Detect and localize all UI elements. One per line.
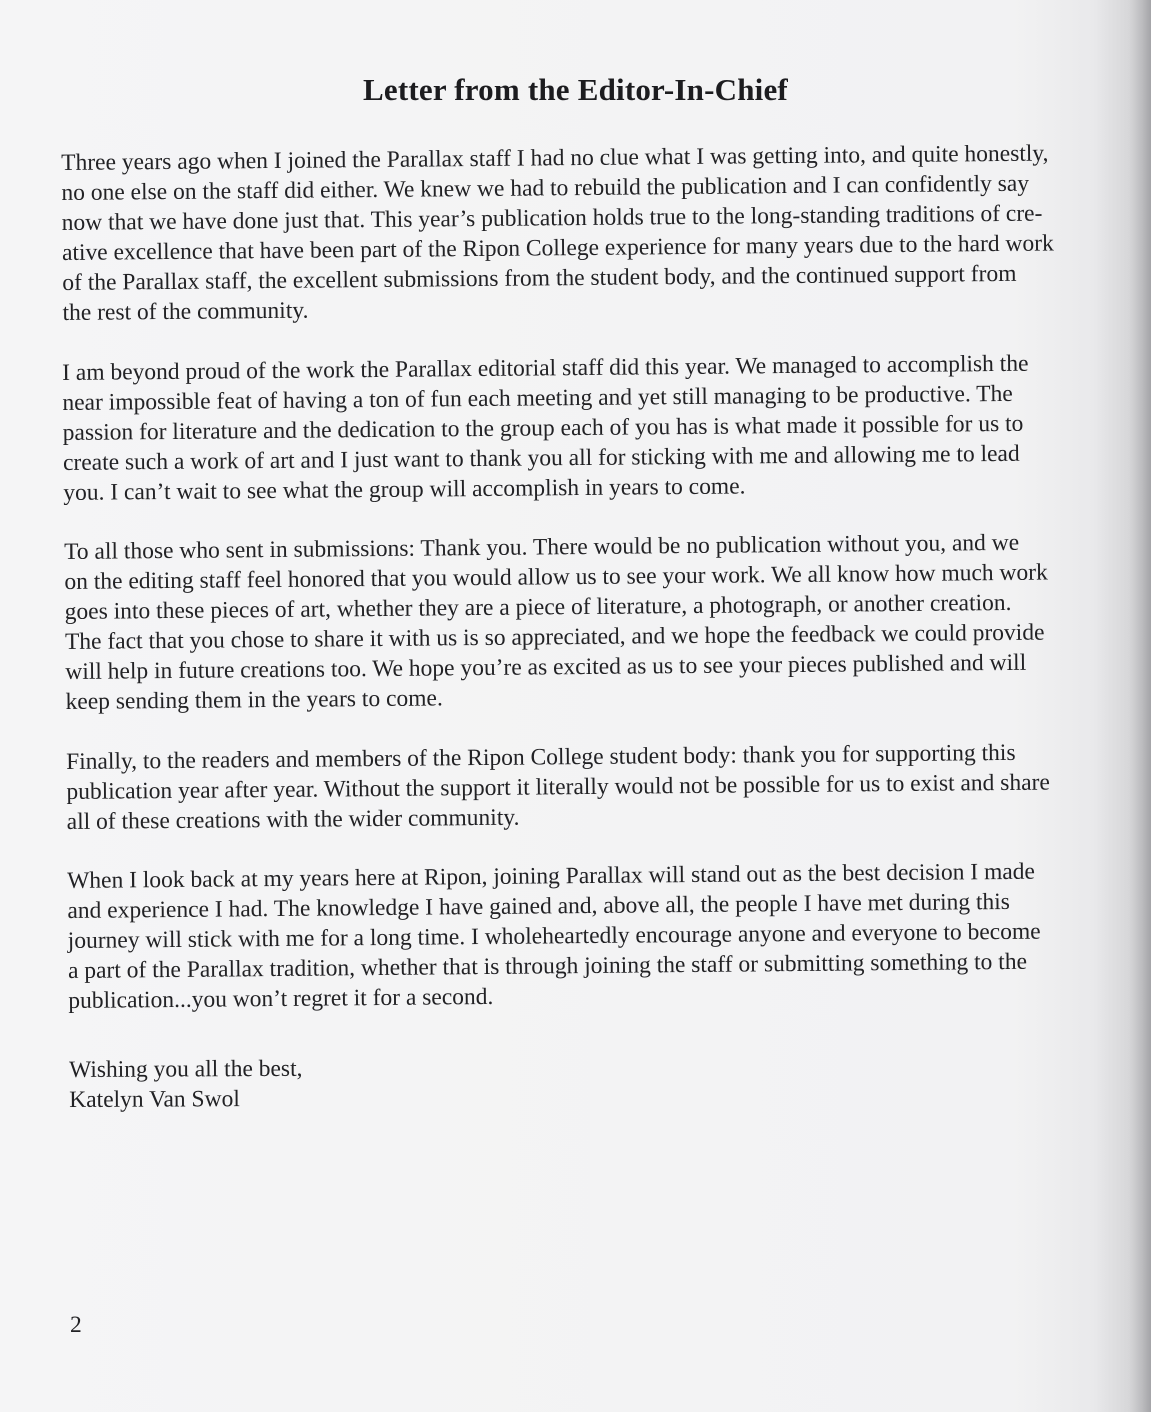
signature-name: Katelyn Van Swol xyxy=(69,1086,240,1113)
text-line: The fact that you chose to share it with us is so appreciated, and we hope the feedback we could provide xyxy=(64,619,1045,655)
text-line: I am beyond proud of the work the Parallax editorial staff did this year. We managed to accomplish the xyxy=(62,350,1029,386)
text-line: near impossible feat of having a ton of fun each meeting and yet still managing to be productive. The xyxy=(62,380,1013,416)
text-line: all of these creations with the wider community. xyxy=(66,804,520,835)
text-line: Three years ago when I joined the Parallax staff I had no clue what I was getting into, and quite honestly, xyxy=(61,140,1049,176)
text-line: no one else on the staff did either. We knew we had to rebuild the publication and I can confidently say xyxy=(61,170,1030,206)
paragraph-staff-thanks xyxy=(62,349,1030,508)
text-line: To all those who sent in submissions: Thank you. There would be no publication without you, and we xyxy=(64,529,1020,565)
text-line: passion for literature and the dedication to the group each of you has is what made it possible for us to xyxy=(62,410,1024,446)
text-line: When I look back at my years here at Ripon, joining Parallax will stand out as the best decision I made xyxy=(67,858,1036,894)
paragraph-readers-thanks xyxy=(66,738,1050,837)
text-line: now that we have done just that. This year’s publication holds true to the long-standing traditions of cre- xyxy=(61,200,1043,236)
page-number: 2 xyxy=(70,1312,82,1338)
letter-closing xyxy=(69,1054,303,1115)
paragraph-submitters-thanks xyxy=(64,528,1049,717)
text-line: create such a work of art and I just want to thank you all for sticking with me and allowing me to lead xyxy=(62,440,1020,476)
text-line: Finally, to the readers and members of the Ripon College student body: thank you for supporting this xyxy=(66,739,1016,775)
text-line: publication year after year. Without the support it literally would not be possible for us to exist and share xyxy=(66,769,1050,805)
text-line: on the editing staff feel honored that you would allow us to see your work. We all know how much work xyxy=(64,559,1048,595)
text-line: of the Parallax staff, the excellent submissions from the student body, and the continued support from xyxy=(62,260,1017,296)
text-line: publication...you won’t regret it for a second. xyxy=(68,983,494,1014)
text-line: a part of the Parallax tradition, whether that is through joining the staff or submitting something to the xyxy=(67,948,1028,984)
paragraph-reflection xyxy=(67,857,1041,1016)
text-line: and experience I had. The knowledge I have gained and, above all, the people I have met during this xyxy=(67,888,1010,924)
text-line: ative excellence that have been part of the Ripon College experience for many years due to the hard work xyxy=(61,230,1054,266)
text-line: will help in future creations too. We hope you’re as excited as us to see your pieces published and will xyxy=(65,649,1027,685)
letter-title: Letter from the Editor-In-Chief xyxy=(363,72,788,107)
text-line: you. I can’t wait to see what the group will accomplish in years to come. xyxy=(63,473,746,506)
text-line: keep sending them in the years to come. xyxy=(65,685,443,715)
page-edge-shadow xyxy=(1129,0,1151,1412)
text-line: journey will stick with me for a long time. I wholeheartedly encourage anyone and everyone to become xyxy=(67,918,1041,954)
closing-salutation: Wishing you all the best, xyxy=(69,1055,303,1083)
paragraph-intro xyxy=(61,138,1054,328)
text-line: the rest of the community. xyxy=(62,297,309,326)
text-line: goes into these pieces of art, whether they are a piece of literature, a photograph, or another creation. xyxy=(64,589,1012,625)
